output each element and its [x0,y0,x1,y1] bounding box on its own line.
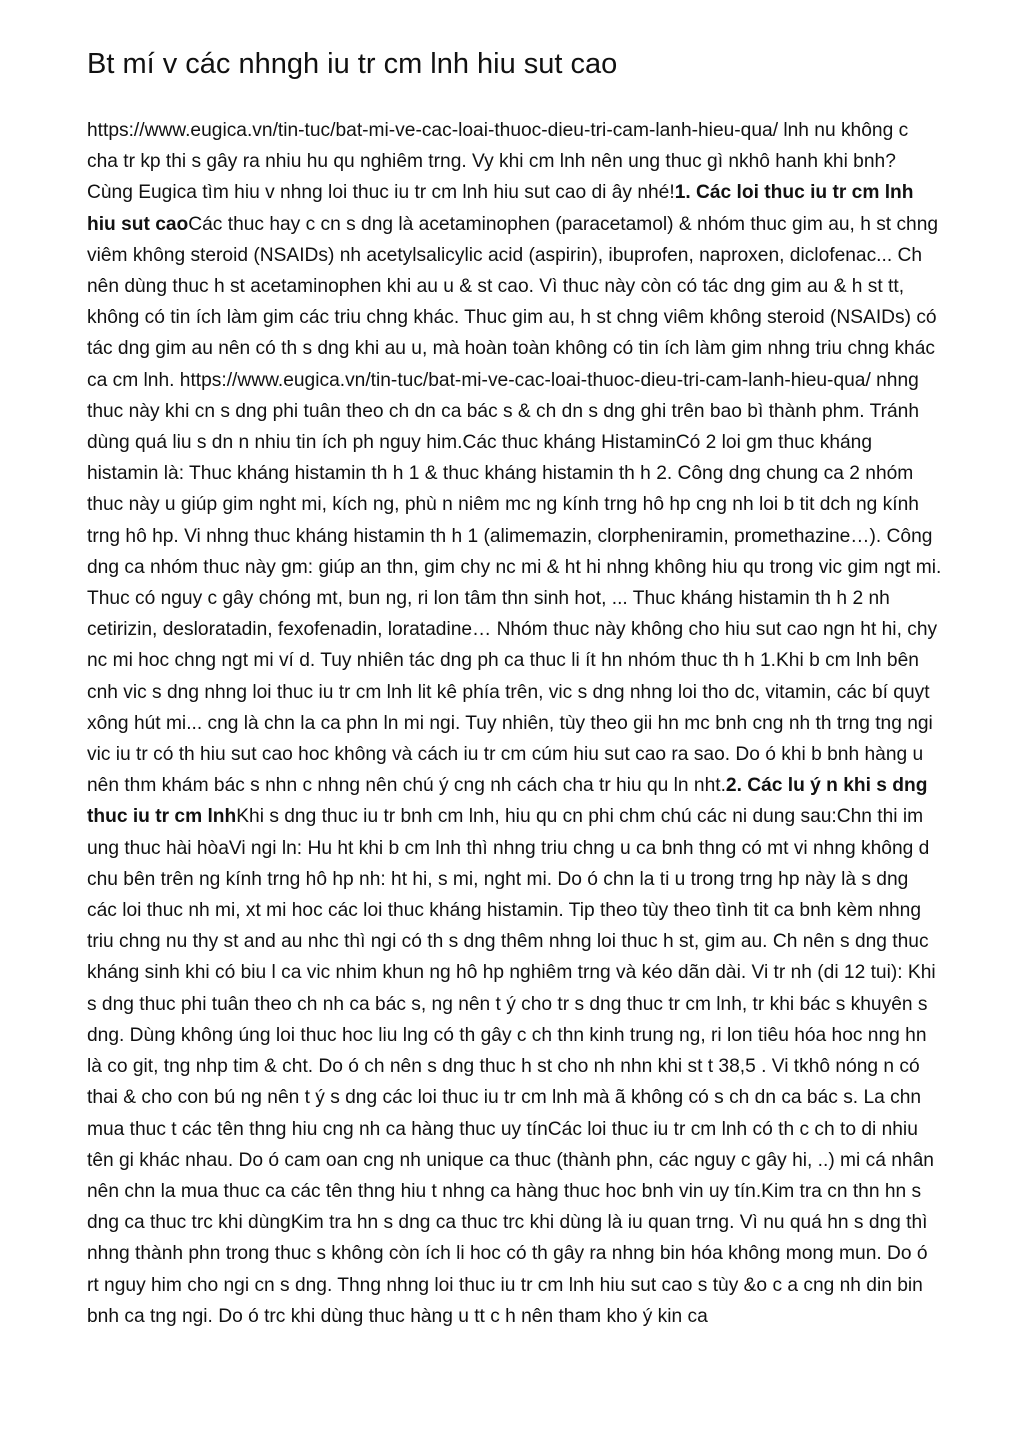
document-body [87,115,942,1332]
document-title: Bt mí v các nhngh iu tr cm lnh hiu sut cao [87,48,618,80]
body-text-segment: Các thuc hay c cn s dng là acetaminophen (paracetamol) & nhóm thuc gim au, h st chng viêm không steroid (NSAIDs) nh acetylsalicylic acid (aspirin), ibuprofen, naproxen, diclofenac... Ch nên dùng thuc h st acetaminophen khi au u & st cao. Vì thuc này còn có tác dng gim au & h st tt, không có tin ích làm gim các triu chng khác. Thuc gim au, h st chng viêm không steroid (NSAIDs) có tác dng gim au nên có th s dng khi au u, mà hoàn toàn không có tin ích làm gim nhng triu chng khác ca cm lnh. https://www.eugica.vn/tin-tuc/bat-mi-ve-cac-loai-thuoc-dieu-tri-cam-lanh-hieu-qua/ nhng thuc này khi cn s dng phi tuân theo ch dn ca bác s & ch dn s dng ghi trên bao bì thành phm. Tránh dùng quá liu s dn n nhiu tin ích ph nguy him.Các thuc kháng HistaminCó 2 loi gm thuc kháng histamin là: Thuc kháng histamin th h 1 & thuc kháng histamin th h 2. Công dng chung ca 2 nhóm thuc này u giúp gim nght mi, kích ng, phù n niêm mc ng kính trng hô hp cng nh loi b tit dch ng kính trng hô hp. Vi nhng thuc kháng histamin th h 1 (alimemazin, clorpheniramin, promethazine…). Công dng ca nhóm thuc này gm: giúp an thn, gim chy nc mi & ht hi nhng không hiu qu trong vic gim ngt mi. Thuc có nguy c gây chóng mt, bun ng, ri lon tâm thn sinh hot, ... Thuc kháng histamin th h 2 nh cetirizin, desloratadin, fexofenadin, loratadine… Nhóm thuc này không cho hiu sut cao ngn ht hi, chy nc mi hoc chng ngt mi ví d. Tuy nhiên tác dng ph ca thuc li ít hn nhóm thuc th h 1.Khi b cm lnh bên cnh vic s dng nhng loi thuc iu tr cm lnh lit kê phía trên, vic s dng nhng loi tho dc, vitamin, các bí quyt xông hút mi... cng là chn la ca phn ln mi ngi. Tuy nhiên, tùy theo gii hn mc bnh cng nh th trng tng ngi vic iu tr có th hiu sut cao hoc không và cách iu tr cm cúm hiu sut cao ra sao. Do ó khi b bnh hàng u nên thm khám bác s nhn c nhng nên chú ý cng nh cách cha tr hiu qu ln nht. [87,213,942,797]
section-heading-1: 1. Các loi thuc iu tr cm lnh hiu sut cao [87,182,914,235]
body-text-segment: Khi s dng thuc iu tr bnh cm lnh, hiu qu cn phi chm chú các ni dung sau:Chn thi im ung thuc hài hòaVi ngi ln: Hu ht khi b cm lnh thì nhng triu chng u ca bnh thng có mt vi nhng không d chu bên trên ng kính trng hô hp nh: ht hi, s mi, nght mi. Do ó chn la ti u trong trng hp này là s dng các loi thuc nh mi, xt mi hoc các loi thuc kháng histamin. Tip theo tùy theo tình tit ca bnh kèm nhng triu chng nu thy st and au nhc thì ngi có th s dng thêm nhng loi thuc h st, gim au. Ch nên s dng thuc kháng sinh khi có biu l ca vic nhim khun ng hô hp nghiêm trng và kéo dãn dài. Vi tr nh (di 12 tui): Khi s dng thuc phi tuân theo ch nh ca bác s, ng nên t ý cho tr s dng thuc tr cm lnh, tr khi bác s khuyên s dng. Dùng không úng loi thuc hoc liu lng có th gây c ch thn kinh trung ng, ri lon tiêu hóa hoc nng hn là co git, tng nhp tim & cht. Do ó ch nên s dng thuc h st cho nh nhn khi st t 38,5 . Vi tkhô nóng n có thai & cho con bú ng nên t ý s dng các loi thuc iu tr cm lnh mà ã không có s ch dn ca bác s. La chn mua thuc t các tên thng hiu cng nh ca hàng thuc uy tínCác loi thuc iu tr cm lnh có th c ch to di nhiu tên gi khác nhau. Do ó cam oan cng nh unique ca thuc (thành phn, các nguy c gây hi, ..) mi cá nhân nên chn la mua thuc ca các tên thng hiu t nhng ca hàng thuc hoc bnh vin uy tín.Kim tra cn thn hn s dng ca thuc trc khi dùngKim tra hn s dng ca thuc trc khi dùng là iu quan trng. Vì nu quá hn s dng thì nhng thành phn trong thuc s không còn ích li hoc có th gây ra nhng bin hóa không mong mun. Do ó rt nguy him cho ngi cn s dng. Thng nhng loi thuc iu tr cm lnh hiu sut cao s tùy &o c a cng nh din bin bnh ca tng ngi. Do ó trc khi dùng thuc hàng u tt c h nên tham kho ý kin ca [87,806,936,1327]
body-text-segment: https://www.eugica.vn/tin-tuc/bat-mi-ve-cac-loai-thuoc-dieu-tri-cam-lanh-hieu-qua/ lnh nu không c cha tr kp thi s gây ra nhiu hu qu nghiêm trng. Vy khi cm lnh nên ung thuc gì nkhô hanh khi bnh? Cùng Eugica tìm hiu v nhng loi thuc iu tr cm lnh hiu sut cao di ây nhé! [87,120,909,204]
section-heading-2: 2. Các lu ý n khi s dng thuc iu tr cm lnh [87,775,928,828]
